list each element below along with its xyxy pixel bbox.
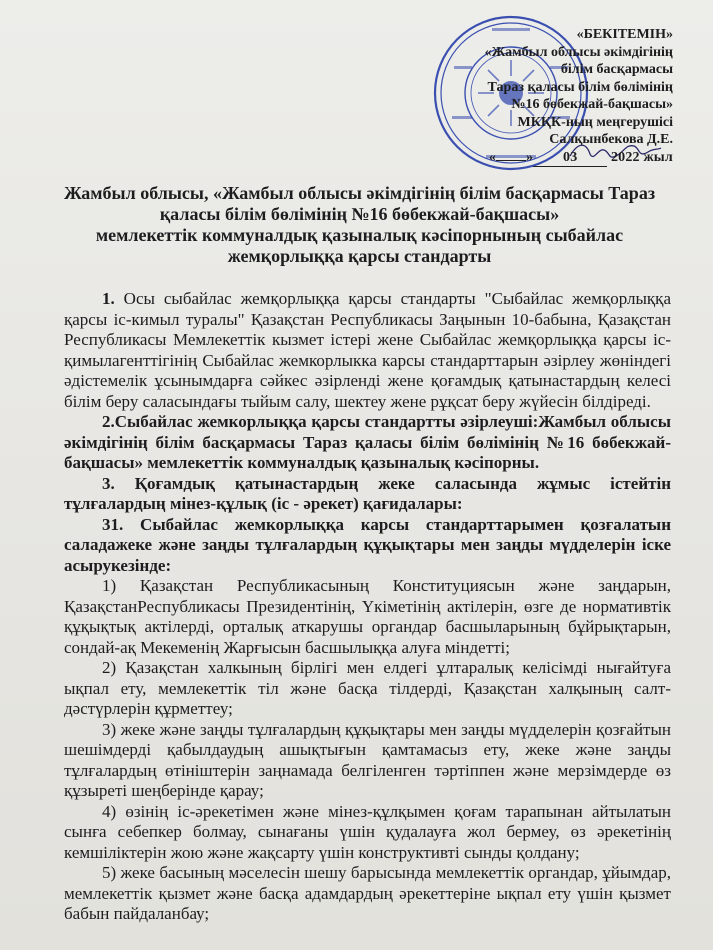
paragraph-2: 2.Сыбайлас жемкорлыққа қарсы стандартты әзірлеуші:Жамбыл облысы әкімдігінің білім басқармасы Тараз қаласы білім бөлімінің №16 бөбекжай-бақшасы» мемлекеттік коммуналдық қазыналық кәсіпорны.	[64, 412, 671, 472]
approval-date	[413, 149, 673, 168]
date-quote-close: »	[526, 149, 534, 165]
paragraph-3: 3. Қоғамдық қатынастардың жеке саласында жұмыс істейтін тұлғалардың мінез-құлық (іс - әрекет) қағидалары:	[64, 473, 671, 513]
approval-line: «Жамбыл облысы әкімдігінің	[484, 44, 673, 60]
approval-heading: «БЕКІТЕМІН»	[576, 27, 673, 42]
date-quote-open: «	[488, 149, 497, 165]
list-item: 3) жеке және заңды тұлғалардың құқықтары мен заңды мүдделерін қозғайтын шешімдерді қабылдаудың ашықтығын қамтамасыз ету, жеке және заңды тұлғалардың өтініштерін заңнамада белгіленген тәртіппен және мерзімдерде өз құзыреті шеңберінде қарау;	[64, 719, 671, 800]
approval-line: Тараз қаласы білім бөлімінің	[487, 79, 673, 95]
title-line: жемқорлыққа қарсы стандарты	[227, 246, 492, 266]
date-month: 03	[533, 149, 607, 168]
title-line: Жамбыл облысы, «Жамбыл облысы әкімдігінің білім басқармасы Тараз	[63, 183, 656, 203]
approval-line: МКҚК-ның меңгерушісі	[517, 114, 673, 130]
paragraph-31: 31. Сыбайлас жемкорлыққа карсы стандарттарымен қозғалатын саладажеке және заңды тұлғалардың құқықтары мен заңды мүдделерін іске асырукезінде:	[64, 514, 671, 575]
title-line: мемлекеттік коммуналдық қазыналық кәсіпорнының сыбайлас	[95, 225, 624, 245]
date-day	[496, 160, 526, 161]
list-item: 1) Қазақстан Республикасының Конституциясын және заңдарын, ҚазақстанРеспубликасы Президентінің, Үкіметінің актілерін, өзге де нормативтік құқықтық актілерді, орталық аткарушы органдар басшыларының бұйрықтарын, сондай-ақ Мекеменің Жарғысын басшылыққа алуға міндетті;	[64, 576, 671, 657]
approval-line: Салқынбекова Д.Е.	[549, 132, 673, 147]
approval-block	[413, 26, 673, 167]
document-body	[64, 289, 671, 925]
title-line: қаласы білім бөлімінің №16 бөбекжай-бақшасы»	[159, 204, 560, 224]
date-year: 2022 жыл	[610, 149, 673, 165]
paragraph-1-number: 1.	[102, 289, 115, 308]
approval-line: №16 бөбекжай-бақшасы»	[511, 97, 673, 112]
approval-line: білім басқармасы	[560, 62, 673, 77]
list-item: 2) Қазақстан халкының бірлігі мен елдегі ұлтаралық келісімді нығайтуға ықпал ету, мемлекеттік тіл және басқа тілдерді, Қазақстан халқының салт-дәстүрлерін құрметтеу;	[64, 658, 671, 718]
paragraph-1	[64, 289, 671, 412]
list-item: 4) өзінің іс-әрекетімен және мінез-құлқымен қоғам тарапынан айтылатын сынға себепкер болмау, сынағаны үшін қудалауға жол бермеу, өз әрекетінің кемшіліктерін жою және жақсарту үшін конструктивті сынды қолдану;	[64, 801, 671, 862]
document-title	[40, 183, 679, 267]
list-item: 5) жеке басының мәселесін шешу барысында мемлекеттік органдар, ұйымдар, мемлекеттік қызмет және басқа адамдардың әрекеттеріне ықпал ету үшін қызмет бабын пайдаланбау;	[64, 863, 671, 923]
paragraph-1-text: Осы сыбайлас жемқорлыққа қарсы стандарты "Сыбайлас жемқорлыққа қарсы іс-кимыл туралы" Қазақстан Республикасы Заңынын 10-бабына, Қазақстан Республикасы Мемлекеттік кызмет істері жене Сыбайлас жемқорлыққа қарсы іс-қимылагенттігінің Сыбайлас жемкорлыкка карсы стандарттарын әзірлеу жөніндегі әдістемелік ұсынымдарға сәйкес әзірленді жене қоғамдық қатынастардың келесі білім беру саласындағы тыйым салу, шектеу жене рұқсат беру жүйесін білдіреді.	[64, 289, 671, 411]
